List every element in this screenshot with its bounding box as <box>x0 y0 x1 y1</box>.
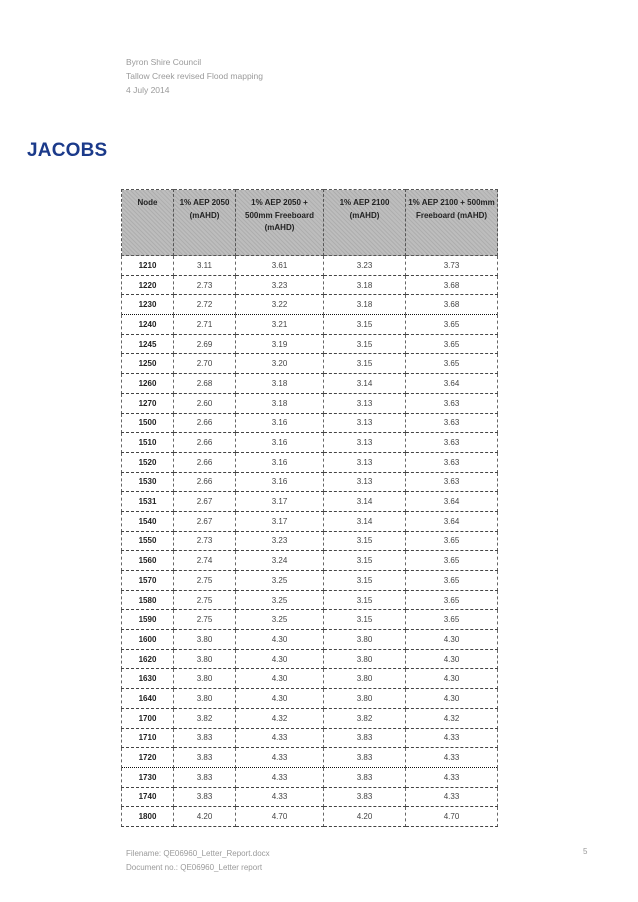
column-header-aep-2050-freeboard: 1% AEP 2050 + 500mm Freeboard (mAHD) <box>236 190 324 256</box>
value-cell: 3.25 <box>236 590 324 610</box>
value-cell: 2.75 <box>174 571 236 591</box>
value-cell: 3.23 <box>324 256 406 276</box>
value-cell: 2.75 <box>174 610 236 630</box>
value-cell: 3.15 <box>324 334 406 354</box>
value-cell: 3.80 <box>174 689 236 709</box>
value-cell: 4.33 <box>236 748 324 768</box>
node-cell: 1270 <box>122 393 174 413</box>
table-row <box>122 492 498 512</box>
value-cell: 3.80 <box>174 649 236 669</box>
table-row <box>122 649 498 669</box>
value-cell: 3.25 <box>236 610 324 630</box>
table-row <box>122 669 498 689</box>
value-cell: 4.33 <box>236 728 324 748</box>
column-header-node: Node <box>122 190 174 256</box>
header-project: Tallow Creek revised Flood mapping <box>126 71 264 81</box>
value-cell: 3.17 <box>236 511 324 531</box>
table-row <box>122 295 498 315</box>
table-row <box>122 630 498 650</box>
value-cell: 2.66 <box>174 452 236 472</box>
node-cell: 1520 <box>122 452 174 472</box>
node-cell: 1720 <box>122 748 174 768</box>
table-row <box>122 413 498 433</box>
value-cell: 3.83 <box>174 787 236 807</box>
value-cell: 3.65 <box>406 531 498 551</box>
value-cell: 3.63 <box>406 452 498 472</box>
value-cell: 3.16 <box>236 472 324 492</box>
value-cell: 3.80 <box>174 669 236 689</box>
table-header-row <box>122 190 498 256</box>
table-row <box>122 354 498 374</box>
value-cell: 3.13 <box>324 452 406 472</box>
document-footer <box>126 847 270 875</box>
node-cell: 1600 <box>122 630 174 650</box>
value-cell: 3.19 <box>236 334 324 354</box>
value-cell: 3.80 <box>324 630 406 650</box>
value-cell: 4.30 <box>406 669 498 689</box>
table-body <box>122 256 498 827</box>
node-cell: 1560 <box>122 551 174 571</box>
value-cell: 3.24 <box>236 551 324 571</box>
value-cell: 2.70 <box>174 354 236 374</box>
node-cell: 1530 <box>122 472 174 492</box>
value-cell: 3.11 <box>174 256 236 276</box>
value-cell: 3.65 <box>406 571 498 591</box>
value-cell: 3.13 <box>324 433 406 453</box>
value-cell: 2.73 <box>174 275 236 295</box>
value-cell: 3.63 <box>406 433 498 453</box>
table-row <box>122 374 498 394</box>
footer-document-no: Document no.: QE06960_Letter report <box>126 863 263 872</box>
flood-levels-table <box>121 189 498 827</box>
node-cell: 1550 <box>122 531 174 551</box>
column-header-aep-2100: 1% AEP 2100 (mAHD) <box>324 190 406 256</box>
value-cell: 3.23 <box>236 275 324 295</box>
value-cell: 4.33 <box>406 748 498 768</box>
table-row <box>122 393 498 413</box>
value-cell: 3.21 <box>236 315 324 335</box>
column-header-aep-2100-freeboard: 1% AEP 2100 + 500mm Freeboard (mAHD) <box>406 190 498 256</box>
value-cell: 4.20 <box>324 807 406 827</box>
flood-levels-table-container <box>121 189 497 827</box>
value-cell: 2.67 <box>174 511 236 531</box>
document-header <box>126 55 263 97</box>
column-header-aep-2050: 1% AEP 2050 (mAHD) <box>174 190 236 256</box>
value-cell: 3.80 <box>174 630 236 650</box>
value-cell: 3.63 <box>406 472 498 492</box>
node-cell: 1800 <box>122 807 174 827</box>
value-cell: 4.30 <box>406 689 498 709</box>
table-row <box>122 708 498 728</box>
value-cell: 3.15 <box>324 610 406 630</box>
node-cell: 1230 <box>122 295 174 315</box>
value-cell: 3.22 <box>236 295 324 315</box>
node-cell: 1240 <box>122 315 174 335</box>
table-row <box>122 610 498 630</box>
node-cell: 1540 <box>122 511 174 531</box>
value-cell: 4.33 <box>236 767 324 787</box>
value-cell: 3.64 <box>406 492 498 512</box>
value-cell: 2.66 <box>174 413 236 433</box>
value-cell: 3.13 <box>324 413 406 433</box>
value-cell: 3.15 <box>324 551 406 571</box>
value-cell: 3.64 <box>406 374 498 394</box>
value-cell: 3.18 <box>236 393 324 413</box>
node-cell: 1700 <box>122 708 174 728</box>
value-cell: 3.80 <box>324 649 406 669</box>
value-cell: 3.68 <box>406 295 498 315</box>
value-cell: 4.33 <box>406 728 498 748</box>
value-cell: 2.67 <box>174 492 236 512</box>
value-cell: 2.66 <box>174 433 236 453</box>
value-cell: 3.16 <box>236 433 324 453</box>
value-cell: 3.65 <box>406 354 498 374</box>
value-cell: 3.73 <box>406 256 498 276</box>
value-cell: 3.16 <box>236 413 324 433</box>
value-cell: 3.25 <box>236 571 324 591</box>
table-row <box>122 531 498 551</box>
value-cell: 3.82 <box>324 708 406 728</box>
value-cell: 2.69 <box>174 334 236 354</box>
table-row <box>122 571 498 591</box>
value-cell: 4.32 <box>236 708 324 728</box>
value-cell: 2.66 <box>174 472 236 492</box>
value-cell: 4.33 <box>236 787 324 807</box>
value-cell: 3.15 <box>324 571 406 591</box>
value-cell: 3.65 <box>406 551 498 571</box>
header-date: 4 July 2014 <box>126 85 170 95</box>
value-cell: 3.83 <box>324 748 406 768</box>
node-cell: 1640 <box>122 689 174 709</box>
table-row <box>122 590 498 610</box>
value-cell: 4.20 <box>174 807 236 827</box>
node-cell: 1210 <box>122 256 174 276</box>
value-cell: 3.13 <box>324 393 406 413</box>
value-cell: 2.73 <box>174 531 236 551</box>
value-cell: 4.30 <box>406 649 498 669</box>
value-cell: 4.30 <box>236 649 324 669</box>
jacobs-logo: JACOBS <box>27 140 108 161</box>
value-cell: 3.15 <box>324 531 406 551</box>
table-row <box>122 452 498 472</box>
value-cell: 4.33 <box>406 767 498 787</box>
table-row <box>122 807 498 827</box>
node-cell: 1630 <box>122 669 174 689</box>
node-cell: 1740 <box>122 787 174 807</box>
node-cell: 1570 <box>122 571 174 591</box>
node-cell: 1531 <box>122 492 174 512</box>
value-cell: 3.15 <box>324 354 406 374</box>
value-cell: 4.70 <box>406 807 498 827</box>
value-cell: 4.30 <box>236 689 324 709</box>
value-cell: 3.16 <box>236 452 324 472</box>
value-cell: 3.18 <box>324 275 406 295</box>
table-row <box>122 689 498 709</box>
value-cell: 4.33 <box>406 787 498 807</box>
table-row <box>122 551 498 571</box>
table-row <box>122 275 498 295</box>
value-cell: 3.63 <box>406 393 498 413</box>
value-cell: 3.65 <box>406 334 498 354</box>
table-row <box>122 472 498 492</box>
table-row <box>122 256 498 276</box>
value-cell: 3.14 <box>324 492 406 512</box>
table-row <box>122 787 498 807</box>
node-cell: 1260 <box>122 374 174 394</box>
value-cell: 2.68 <box>174 374 236 394</box>
value-cell: 2.60 <box>174 393 236 413</box>
value-cell: 3.17 <box>236 492 324 512</box>
node-cell: 1220 <box>122 275 174 295</box>
node-cell: 1500 <box>122 413 174 433</box>
value-cell: 4.70 <box>236 807 324 827</box>
value-cell: 3.63 <box>406 413 498 433</box>
value-cell: 4.30 <box>236 669 324 689</box>
value-cell: 4.32 <box>406 708 498 728</box>
value-cell: 3.18 <box>324 295 406 315</box>
value-cell: 2.75 <box>174 590 236 610</box>
value-cell: 3.82 <box>174 708 236 728</box>
table-row <box>122 748 498 768</box>
value-cell: 2.74 <box>174 551 236 571</box>
page-number: 5 <box>583 847 588 856</box>
table-row <box>122 767 498 787</box>
value-cell: 3.65 <box>406 610 498 630</box>
node-cell: 1250 <box>122 354 174 374</box>
value-cell: 4.30 <box>406 630 498 650</box>
value-cell: 3.65 <box>406 315 498 335</box>
value-cell: 3.80 <box>324 669 406 689</box>
header-council: Byron Shire Council <box>126 57 202 67</box>
value-cell: 3.83 <box>324 728 406 748</box>
value-cell: 3.18 <box>236 374 324 394</box>
value-cell: 3.83 <box>174 728 236 748</box>
value-cell: 3.83 <box>324 767 406 787</box>
node-cell: 1510 <box>122 433 174 453</box>
node-cell: 1245 <box>122 334 174 354</box>
value-cell: 3.23 <box>236 531 324 551</box>
node-cell: 1580 <box>122 590 174 610</box>
value-cell: 3.83 <box>174 748 236 768</box>
value-cell: 3.65 <box>406 590 498 610</box>
value-cell: 3.15 <box>324 315 406 335</box>
value-cell: 3.83 <box>324 787 406 807</box>
table-row <box>122 334 498 354</box>
value-cell: 4.30 <box>236 630 324 650</box>
value-cell: 3.80 <box>324 689 406 709</box>
value-cell: 3.13 <box>324 472 406 492</box>
value-cell: 2.71 <box>174 315 236 335</box>
table-row <box>122 728 498 748</box>
table-row <box>122 315 498 335</box>
value-cell: 3.61 <box>236 256 324 276</box>
value-cell: 3.68 <box>406 275 498 295</box>
value-cell: 3.14 <box>324 374 406 394</box>
node-cell: 1710 <box>122 728 174 748</box>
footer-filename: Filename: QE06960_Letter_Report.docx <box>126 849 270 858</box>
node-cell: 1730 <box>122 767 174 787</box>
value-cell: 3.14 <box>324 511 406 531</box>
value-cell: 3.20 <box>236 354 324 374</box>
value-cell: 3.64 <box>406 511 498 531</box>
table-row <box>122 511 498 531</box>
value-cell: 2.72 <box>174 295 236 315</box>
node-cell: 1620 <box>122 649 174 669</box>
value-cell: 3.15 <box>324 590 406 610</box>
node-cell: 1590 <box>122 610 174 630</box>
table-row <box>122 433 498 453</box>
value-cell: 3.83 <box>174 767 236 787</box>
